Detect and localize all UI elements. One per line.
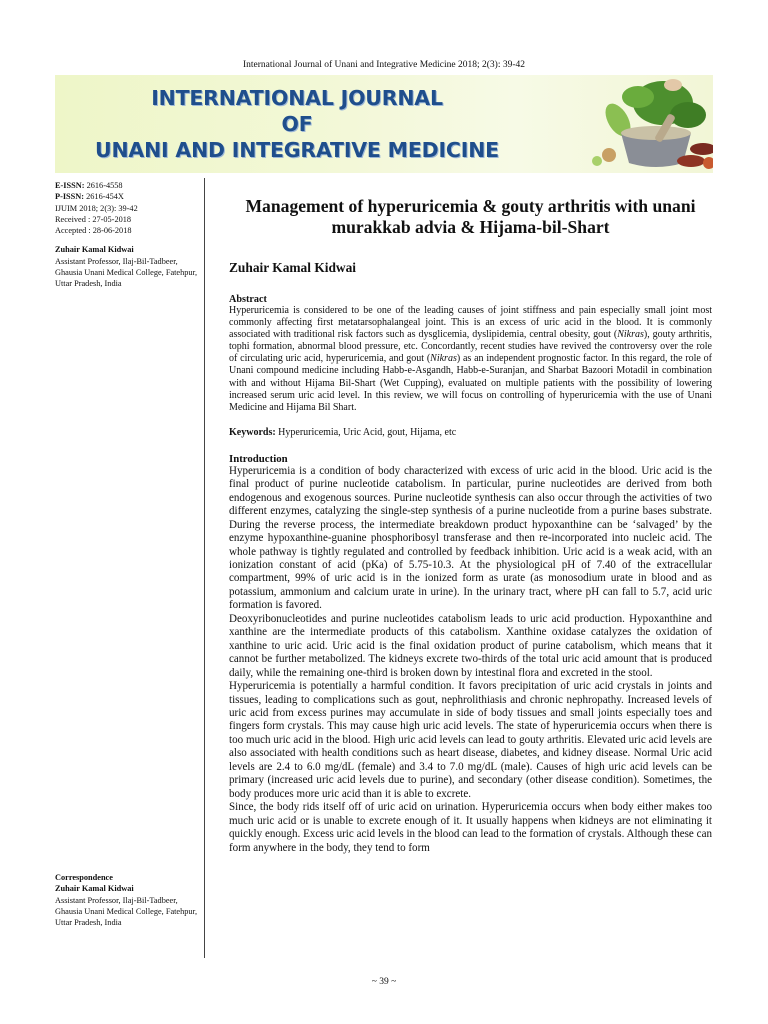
- journal-citation: International Journal of Unani and Integrative Medicine 2018; 2(3): 39-42: [242, 60, 525, 70]
- journal-banner: [55, 75, 713, 173]
- banner-title: [87, 85, 507, 163]
- introduction-body: [229, 465, 712, 855]
- banner-line-1: INTERNATIONAL JOURNAL: [151, 86, 443, 110]
- article-info-sidebar: [55, 180, 205, 290]
- article-main: [229, 196, 712, 855]
- banner-line-3: UNANI AND INTEGRATIVE MEDICINE: [95, 138, 499, 162]
- article-title: Management of hyperuricemia & gouty arthritis with unani murakkab advia & Hijama-bil-Shart: [245, 196, 696, 237]
- sidebar-author-name: Zuhair Kamal Kidwai: [55, 245, 134, 255]
- received-date: Received : 27-05-2018: [55, 214, 132, 224]
- paragraph-2: Deoxyribonucleotides and purine nucleotides catabolism leads to uric acid production. Hypoxanthine and xanthine are the intermediate products of this catabolism. Xanthine oxidase catalyzes the oxidation of xanthine to uric acid. Uric acid is the final oxidation product of purine catabolism, which means that it cannot be further metabolized. The kidneys excrete two-thirds of the total uric acid amount that is produced daily, while the remaining one-third is broken down by intestinal flora and excreted in the stool.: [229, 612, 712, 679]
- correspondence-affiliation: Assistant Professor, Ilaj-Bil-Tadbeer, Ghausia Unani Medical College, Fatehpur, Uttar Pradesh, India: [55, 895, 198, 928]
- article-author: Zuhair Kamal Kidwai: [229, 260, 356, 275]
- ijuim-ref: IJUIM 2018; 2(3): 39-42: [55, 203, 138, 213]
- paragraph-1: Hyperuricemia is a condition of body characterized with excess of uric acid in the blood. Uric acid is the final product of purine nucleotide catabolism. In particular, purine nucleotides are derived from both endogenous and exogenous sources. Purine nucleotide synthesis can also occur through the activities of two different enzymes, catalyzing the single-step synthesis of a purine nucleotide from a purine bases substrate. During the reverse process, the intermediate breakdown product hypoxanthine can be ‘salvaged’ by the enzyme hypoxanthine-guanine phosphoribosyl transferase and then re-incorporated into nucleic acid. The whole pathway is tightly regulated and controlled by feedback inhibition. Uric acid is a weak acid, with an ionization constant of acid (pKa) of 5.75-10.3. At the physiological pH of 7.40 of the extracellular compartment, 99% of uric acid is in the ionized form as urate (as monosodium urate in blood and as potassium, ammonium and calcium urate in urine). In the urinary tract, where pH can fall to 5.7, acid uric formation is favored.: [229, 464, 712, 612]
- keywords: Keywords: Hyperuricemia, Uric Acid, gout, Hijama, etc: [229, 426, 457, 438]
- paragraph-3: Hyperuricemia is potentially a harmful condition. It favors precipitation of uric acid crystals in joints and tissues, leading to complications such as gout, nephrolithiasis and chronic nephropathy. Increased levels of uric acid from excess purines may accumulate in side of body tissues and small joints especially toes and fingers form crystals. This may cause high uric acid levels. The state of hyperuricemia occurs when there is too much uric acid in the blood. High uric acid levels can lead to gouty arthritis. Elevated uric acid levels are also associated with health conditions such as heart disease, diabetes, and kidney disease. Normal Uric acid levels are 2.4 to 6.0 mg/dL (female) and 3.4 to 7.0 mg/dL (male). Causes of high uric acid levels can be primary (increased uric acid levels due to purine), and secondary (other disease condition). Sometimes, the body produces more uric acid than it is able to excrete.: [229, 680, 712, 800]
- page-number: ~ 39 ~: [371, 977, 397, 987]
- correspondence-block: [55, 872, 203, 928]
- correspondence-name: Zuhair Kamal Kidwai: [55, 884, 134, 894]
- banner-line-2: OF: [281, 112, 313, 136]
- abstract-text: Hyperuricemia is considered to be one of the leading causes of joint stiffness and pain especially small joint most commonly affecting first metatarsophalangeal joint. This is an excess of uric acid in the blood. It is commonly associated with traditional risk factors such as dysglicemia, dyslipidemia, central obesity, gout (Nikras), gouty arthritis, tophi formation, abnormal blood pressure, etc. Concordantly, recent studies have revived the controversy over the role of circulating uric acid, hyperuricemia, and gout (Nikras) as an independent prognostic factor. In this regard, the role of Unani compound medicine including Habb-e-Asgandh, Habb-e-Suranjan, and Sharbat Bazoori Motadil in combination with and without Hijama Bil-Shart (Wet Cupping), evaluated on multiple patients with the possibility of lowering increased serum uric acid level. In this review, we will focus on controlling of hyperuricemia with the use of Unani Medicine and Hijama Bil Shart.: [229, 305, 712, 413]
- accepted-date: Accepted : 28-06-2018: [55, 226, 132, 236]
- herbs-illustration: [513, 75, 713, 173]
- paragraph-4: Since, the body rids itself off of uric acid on urination. Hyperuricemia occurs when body either makes too much uric acid or is unable to excrete enough of it. It usually happens when kidneys are not eliminating it quickly enough. Excess uric acid levels in the blood can lead to the formation of crystals. Although these can form anywhere in the body, they tend to form: [229, 801, 712, 854]
- pissn: P-ISSN: 2616-454X: [55, 192, 124, 202]
- introduction-heading: Introduction: [229, 452, 288, 465]
- correspondence-heading: Correspondence: [55, 873, 113, 882]
- abstract-heading: Abstract: [229, 294, 267, 305]
- eissn: E-ISSN: 2616-4558: [55, 181, 123, 190]
- column-divider: [204, 178, 205, 958]
- sidebar-author-affiliation: Assistant Professor, Ilaj-Bil-Tadbeer, Ghausia Unani Medical College, Fatehpur, Uttar Pradesh, India: [55, 256, 198, 289]
